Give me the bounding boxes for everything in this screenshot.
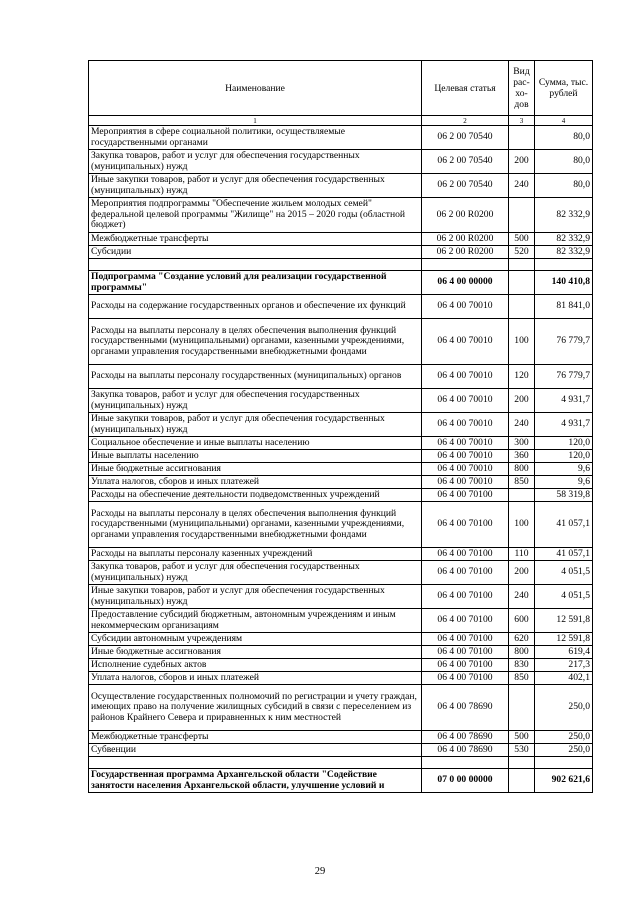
cell-type: 360: [509, 450, 535, 463]
cell-name: Субсидии: [89, 246, 422, 259]
cell-sum: 402,1: [535, 672, 593, 685]
cell-type: 100: [509, 319, 535, 365]
cell-article: 06 4 00 70010: [422, 476, 509, 489]
table-header-row: [89, 61, 593, 116]
table-row: [89, 246, 593, 259]
table-row: [89, 437, 593, 450]
cell-sum: 41 057,1: [535, 548, 593, 561]
table-row: [89, 463, 593, 476]
cell-name: Межбюджетные трансферты: [89, 731, 422, 744]
cell-type: 120: [509, 365, 535, 389]
table-row: [89, 489, 593, 502]
table-row: [89, 198, 593, 233]
cell-sum: 619,4: [535, 646, 593, 659]
cell-type: [509, 489, 535, 502]
cell-sum: 58 319,8: [535, 489, 593, 502]
spacer-row: [89, 757, 593, 769]
table-row: [89, 646, 593, 659]
cell-sum: 120,0: [535, 450, 593, 463]
cell-name: Предоставление субсидий бюджетным, автономным учреждениям и иным некоммерческим организациям: [89, 609, 422, 633]
table-row: [89, 502, 593, 548]
table-row: [89, 174, 593, 198]
cell-name: Иные бюджетные ассигнования: [89, 646, 422, 659]
cell-article: 06 4 00 70100: [422, 548, 509, 561]
cell-type: 100: [509, 502, 535, 548]
cell-name: Межбюджетные трансферты: [89, 233, 422, 246]
cell-sum: 80,0: [535, 174, 593, 198]
cell-sum: 76 779,7: [535, 319, 593, 365]
spacer-row: [89, 259, 593, 271]
cell-type: 500: [509, 233, 535, 246]
table-row: [89, 413, 593, 437]
header-sum: Сумма, тыс. рублей: [535, 61, 593, 116]
empty-cell: [535, 259, 593, 271]
cell-type: 620: [509, 633, 535, 646]
cell-article: 06 4 00 78690: [422, 731, 509, 744]
cell-type: 830: [509, 659, 535, 672]
cell-type: 200: [509, 561, 535, 585]
cell-name: Расходы на выплаты персоналу государственных (муниципальных) органов: [89, 365, 422, 389]
cell-type: 800: [509, 646, 535, 659]
table-row: [89, 365, 593, 389]
cell-name: Закупка товаров, работ и услуг для обеспечения государственных (муниципальных) нужд: [89, 561, 422, 585]
table-row: [89, 731, 593, 744]
cell-name: Мероприятия подпрограммы "Обеспечение жильем молодых семей" федеральной целевой программы "Жилище" на 2015 – 2020 годы (областной бюджет): [89, 198, 422, 233]
cell-type: 520: [509, 246, 535, 259]
cell-type: 800: [509, 463, 535, 476]
header-article: Целевая статья: [422, 61, 509, 116]
cell-article: 06 4 00 70010: [422, 365, 509, 389]
table-row: [89, 609, 593, 633]
cell-article: 06 2 00 70540: [422, 126, 509, 150]
cell-name: Социальное обеспечение и иные выплаты населению: [89, 437, 422, 450]
header-type: Вид рас- хо- дов: [509, 61, 535, 116]
page-number: 29: [314, 866, 326, 877]
cell-name: Исполнение судебных актов: [89, 659, 422, 672]
cell-name: Осуществление государственных полномочий по регистрации и учету граждан, имеющих право на получение жилищных субсидий в связи с переселением из районов Крайнего Севера и приравненных к ним местностей: [89, 685, 422, 731]
cell-type: 200: [509, 150, 535, 174]
cell-type: [509, 271, 535, 295]
cell-sum: 140 410,8: [535, 271, 593, 295]
cell-sum: 217,3: [535, 659, 593, 672]
cell-type: 850: [509, 672, 535, 685]
column-number: 2: [422, 116, 509, 126]
cell-sum: 80,0: [535, 126, 593, 150]
cell-sum: 82 332,9: [535, 198, 593, 233]
cell-article: 06 2 00 R0200: [422, 233, 509, 246]
cell-sum: 250,0: [535, 685, 593, 731]
cell-article: 06 4 00 70100: [422, 561, 509, 585]
table-row: [89, 150, 593, 174]
cell-sum: 4 931,7: [535, 413, 593, 437]
column-number: 1: [89, 116, 422, 126]
cell-name: Иные закупки товаров, работ и услуг для обеспечения государственных (муниципальных) нужд: [89, 413, 422, 437]
cell-name: Закупка товаров, работ и услуг для обеспечения государственных (муниципальных) нужд: [89, 389, 422, 413]
cell-sum: 9,6: [535, 476, 593, 489]
cell-sum: 4 051,5: [535, 561, 593, 585]
cell-name: Расходы на выплаты персоналу в целях обеспечения выполнения функций государственными (муниципальными) органами, казенными учреждениями, органами управления государственными внебюджетными фондами: [89, 319, 422, 365]
cell-type: [509, 685, 535, 731]
cell-article: 06 4 00 70100: [422, 633, 509, 646]
column-number: 3: [509, 116, 535, 126]
cell-article: 06 4 00 70100: [422, 672, 509, 685]
table-row: [89, 744, 593, 757]
table-row: [89, 476, 593, 489]
cell-type: [509, 198, 535, 233]
table-row: [89, 126, 593, 150]
cell-name: Расходы на содержание государственных органов и обеспечение их функций: [89, 295, 422, 319]
cell-article: 06 2 00 70540: [422, 150, 509, 174]
cell-sum: 902 621,6: [535, 769, 593, 793]
empty-cell: [509, 259, 535, 271]
table-row: [89, 548, 593, 561]
cell-article: 06 4 00 70010: [422, 413, 509, 437]
cell-sum: 76 779,7: [535, 365, 593, 389]
empty-cell: [89, 757, 422, 769]
cell-article: 06 4 00 78690: [422, 744, 509, 757]
cell-article: 06 4 00 70100: [422, 502, 509, 548]
cell-article: 06 4 00 70010: [422, 463, 509, 476]
column-number: 4: [535, 116, 593, 126]
cell-sum: 41 057,1: [535, 502, 593, 548]
cell-sum: 82 332,9: [535, 246, 593, 259]
cell-article: 06 2 00 70540: [422, 174, 509, 198]
cell-type: 530: [509, 744, 535, 757]
cell-sum: 4 931,7: [535, 389, 593, 413]
cell-type: 240: [509, 174, 535, 198]
table-row: [89, 389, 593, 413]
cell-sum: 80,0: [535, 150, 593, 174]
cell-type: 200: [509, 389, 535, 413]
table-row: [89, 659, 593, 672]
empty-cell: [509, 757, 535, 769]
table-row: [89, 233, 593, 246]
table-row: [89, 450, 593, 463]
table-body: [89, 61, 593, 793]
cell-article: 06 4 00 00000: [422, 271, 509, 295]
table-row: [89, 319, 593, 365]
cell-sum: 12 591,8: [535, 633, 593, 646]
budget-table: [88, 60, 593, 793]
table-row: [89, 271, 593, 295]
table-row: [89, 561, 593, 585]
cell-type: [509, 126, 535, 150]
empty-cell: [89, 259, 422, 271]
cell-sum: 82 332,9: [535, 233, 593, 246]
cell-name: Расходы на обеспечение деятельности подведомственных учреждений: [89, 489, 422, 502]
table-row: [89, 585, 593, 609]
cell-name: Иные выплаты населению: [89, 450, 422, 463]
column-number-row: [89, 116, 593, 126]
cell-article: 06 4 00 70100: [422, 609, 509, 633]
header-name: Наименование: [89, 61, 422, 116]
table-row: [89, 672, 593, 685]
empty-cell: [422, 757, 509, 769]
cell-article: 06 4 00 70010: [422, 319, 509, 365]
cell-article: 06 2 00 R0200: [422, 198, 509, 233]
cell-name: Мероприятия в сфере социальной политики, осуществляемые государственными органами: [89, 126, 422, 150]
cell-sum: 250,0: [535, 731, 593, 744]
cell-name: Закупка товаров, работ и услуг для обеспечения государственных (муниципальных) нужд: [89, 150, 422, 174]
cell-sum: 9,6: [535, 463, 593, 476]
cell-type: 240: [509, 585, 535, 609]
cell-name: Субсидии автономным учреждениям: [89, 633, 422, 646]
cell-type: 240: [509, 413, 535, 437]
cell-sum: 120,0: [535, 437, 593, 450]
cell-type: [509, 295, 535, 319]
cell-article: 06 2 00 R0200: [422, 246, 509, 259]
cell-article: 06 4 00 70010: [422, 437, 509, 450]
cell-article: 06 4 00 70010: [422, 295, 509, 319]
cell-article: 06 4 00 78690: [422, 685, 509, 731]
cell-name: Субвенции: [89, 744, 422, 757]
cell-name: Расходы на выплаты персоналу казенных учреждений: [89, 548, 422, 561]
cell-name: Уплата налогов, сборов и иных платежей: [89, 476, 422, 489]
table-row: [89, 769, 593, 793]
cell-article: 06 4 00 70010: [422, 389, 509, 413]
cell-article: 06 4 00 70100: [422, 585, 509, 609]
cell-name: Расходы на выплаты персоналу в целях обеспечения выполнения функций государственными (муниципальными) органами, казенными учреждениями, органами управления государственными внебюджетными фондами: [89, 502, 422, 548]
cell-type: 110: [509, 548, 535, 561]
table-row: [89, 295, 593, 319]
cell-sum: 81 841,0: [535, 295, 593, 319]
empty-cell: [535, 757, 593, 769]
cell-sum: 4 051,5: [535, 585, 593, 609]
cell-article: 06 4 00 70100: [422, 489, 509, 502]
cell-article: 06 4 00 70100: [422, 659, 509, 672]
cell-article: 06 4 00 70100: [422, 646, 509, 659]
cell-name: Государственная программа Архангельской области "Содействие занятости населения Архангельской области, улучшение условий и: [89, 769, 422, 793]
cell-type: 500: [509, 731, 535, 744]
cell-type: [509, 769, 535, 793]
cell-type: 300: [509, 437, 535, 450]
cell-name: Иные закупки товаров, работ и услуг для обеспечения государственных (муниципальных) нужд: [89, 585, 422, 609]
cell-article: 06 4 00 70010: [422, 450, 509, 463]
table-row: [89, 633, 593, 646]
cell-type: 850: [509, 476, 535, 489]
cell-type: 600: [509, 609, 535, 633]
cell-name: Подпрограмма "Создание условий для реализации государственной программы": [89, 271, 422, 295]
cell-name: Иные бюджетные ассигнования: [89, 463, 422, 476]
cell-sum: 250,0: [535, 744, 593, 757]
cell-article: 07 0 00 00000: [422, 769, 509, 793]
empty-cell: [422, 259, 509, 271]
table-row: [89, 685, 593, 731]
cell-sum: 12 591,8: [535, 609, 593, 633]
cell-name: Уплата налогов, сборов и иных платежей: [89, 672, 422, 685]
cell-name: Иные закупки товаров, работ и услуг для обеспечения государственных (муниципальных) нужд: [89, 174, 422, 198]
